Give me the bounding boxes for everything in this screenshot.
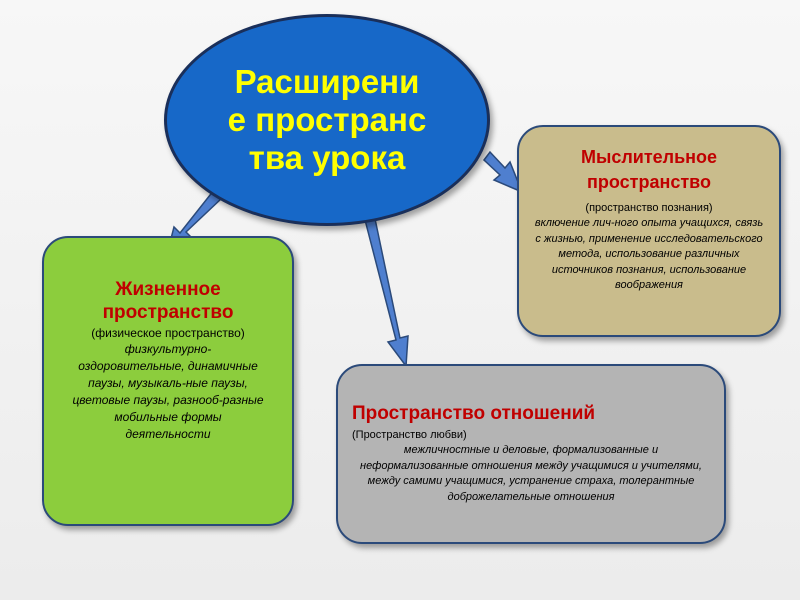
center-title: Расширение пространства урока xyxy=(227,63,427,176)
center-ellipse xyxy=(164,14,490,226)
thinking-space-body: включение лич-ного опыта учащихся, связь с жизнью, применение исследовательского метода, использование различных источников познания, использование воображения xyxy=(534,217,764,291)
thinking-space-title: Мыслительное пространство xyxy=(580,147,718,192)
thinking-space-subtitle: (пространство познания) xyxy=(585,202,713,214)
relations-space-title: Пространство отношений xyxy=(352,403,596,424)
thinking-space-box xyxy=(517,125,781,337)
relations-space-subtitle: (Пространство любви) xyxy=(352,429,467,441)
life-space-body: физкультурно-оздоровительные, динамичные паузы, музыкаль-ные паузы, цветовые паузы, разнооб-разные мобильные формы деятельности xyxy=(72,342,264,441)
life-space-subtitle: (физическое пространство) xyxy=(91,326,245,340)
relations-space-box xyxy=(336,364,726,544)
life-space-box xyxy=(42,236,294,526)
life-space-title: Жизненное пространство xyxy=(102,279,234,323)
arrow-to-relations-space xyxy=(364,214,408,366)
relations-space-body: межличностные и деловые, формализованные и неформализованные отношения между учащимися и учителями, между самими учащимися, устранение страха, толерантные доброжелательные отношения xyxy=(360,444,702,503)
